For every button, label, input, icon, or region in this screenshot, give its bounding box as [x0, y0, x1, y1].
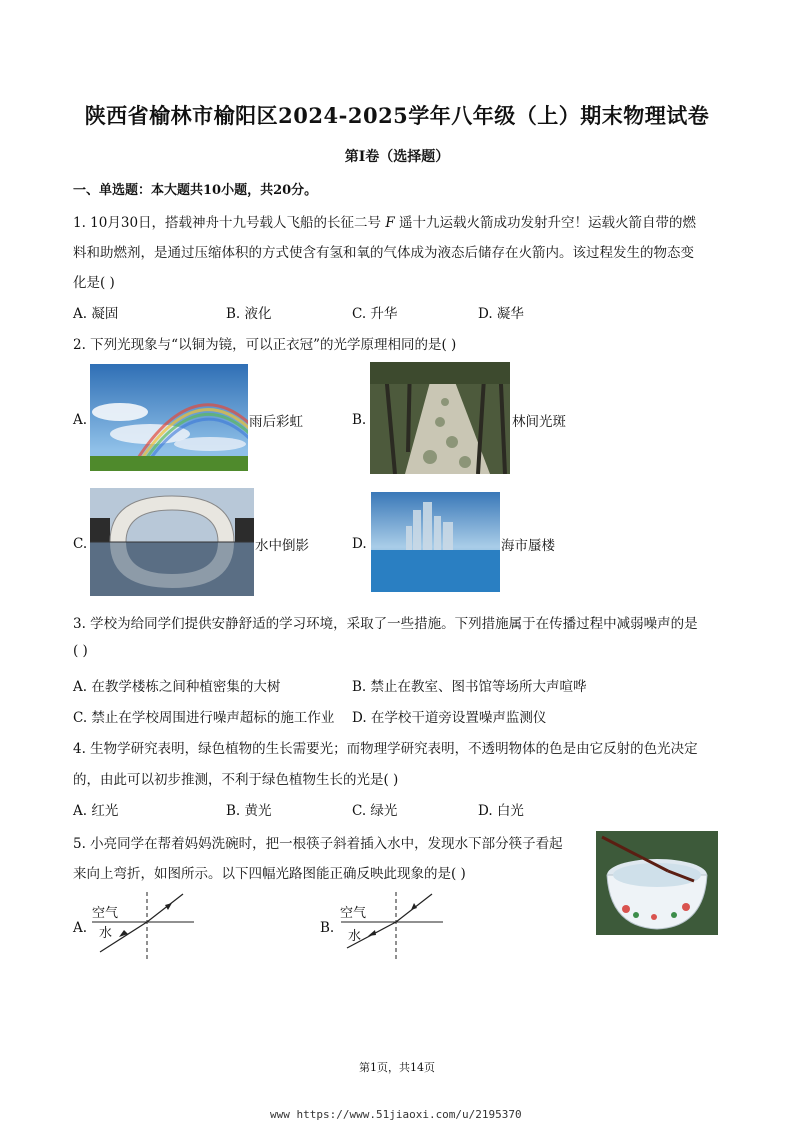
q5-option-a-letter: A. — [73, 920, 88, 936]
q1-line3: 化是( ) — [73, 275, 115, 291]
q2-option-c-caption: 水中倒影 — [255, 538, 309, 554]
q1-option-c: C. 升华 — [352, 306, 398, 322]
q4-option-b: B. 黄光 — [226, 803, 272, 819]
page-title: 陕西省榆林市榆阳区2024-2025学年八年级（上）期末物理试卷 — [84, 103, 710, 128]
q1-line1-part-c: 遥十九运载火箭成功发射升空！运载火箭自带的燃 — [399, 215, 696, 231]
q3-option-c: C. 禁止在学校周围进行噪声超标的施工作业 — [73, 710, 335, 726]
q1-option-b: B. 液化 — [226, 306, 272, 322]
q4-line1: 4. 生物学研究表明，绿色植物的生长需要光；而物理学研究表明，不透明物体的色是由它反射的色光决定 — [73, 741, 698, 757]
q2-option-b-letter: B. — [352, 412, 367, 428]
volume-subtitle: 第Ⅰ卷（选择题） — [344, 149, 450, 165]
q3-option-b: B. 禁止在教室、图书馆等场所大声喧哗 — [352, 679, 587, 695]
q2-option-c-letter: C. — [73, 536, 88, 552]
q2-stem: 2. 下列光现象与“以铜为镜，可以正衣冠”的光学原理相同的是( ) — [73, 337, 457, 353]
q5-b-air-label: 空气 — [340, 906, 367, 921]
q5-line1: 5. 小亮同学在帮着妈妈洗碗时，把一根筷子斜着插入水中，发现水下部分筷子看起 — [73, 836, 563, 852]
q1-line2: 料和助燃剂，是通过压缩体积的方式使含有氢和氧的气体成为液态后储存在火箭内。该过程发生的物态变 — [73, 245, 694, 261]
watermark-url: www https://www.51jiaoxi.com/u/2195370 — [270, 1108, 522, 1121]
q3-line2: ( ) — [73, 643, 88, 659]
q2-option-d-letter: D. — [352, 536, 367, 552]
q2-option-a-letter: A. — [73, 412, 88, 428]
q4-line2: 的，由此可以初步推测，不利于绿色植物生长的光是( ) — [73, 772, 399, 788]
page-footer: 第1页，共14页 — [359, 1061, 435, 1074]
q3-option-d: D. 在学校干道旁设置噪声监测仪 — [352, 710, 547, 726]
q3-line1: 3. 学校为给同学们提供安静舒适的学习环境，采取了一些措施。下列措施属于在传播过程中减弱噪声的是 — [73, 616, 698, 632]
q5-a-water-label: 水 — [99, 926, 113, 941]
q2-option-b-caption: 林间光斑 — [512, 414, 566, 430]
q3-option-a: A. 在教学楼栋之间种植密集的大树 — [73, 679, 281, 695]
q1-option-a: A. 凝固 — [73, 306, 119, 322]
q4-option-d: D. 白光 — [478, 803, 524, 819]
q5-b-water-label: 水 — [348, 929, 362, 944]
q4-option-a: A. 红光 — [73, 803, 119, 819]
q5-option-b-letter: B. — [320, 920, 335, 936]
q2-option-d-caption: 海市蜃楼 — [501, 538, 555, 554]
q1-line1 — [73, 211, 696, 231]
mirage-image — [371, 492, 500, 592]
bridge-reflection-image — [90, 488, 254, 596]
section-heading: 一、单选题：本大题共10小题，共20分。 — [73, 183, 318, 198]
rainbow-image — [90, 364, 248, 471]
q5-a-air-label: 空气 — [92, 906, 119, 921]
q5-line2: 来向上弯折，如图所示。以下四幅光路图能正确反映此现象的是( ) — [73, 866, 466, 882]
chopsticks-in-bowl-image — [596, 831, 718, 935]
q1-option-d: D. 凝华 — [478, 306, 524, 322]
q1-line1-part-b: F — [385, 215, 395, 231]
q2-option-a-caption: 雨后彩虹 — [249, 414, 303, 430]
forest-light-spots-image — [370, 362, 510, 474]
q1-line1-part-a: 1. 10月30日，搭载神舟十九号载人飞船的长征二号 — [73, 215, 382, 231]
q4-option-c: C. 绿光 — [352, 803, 398, 819]
